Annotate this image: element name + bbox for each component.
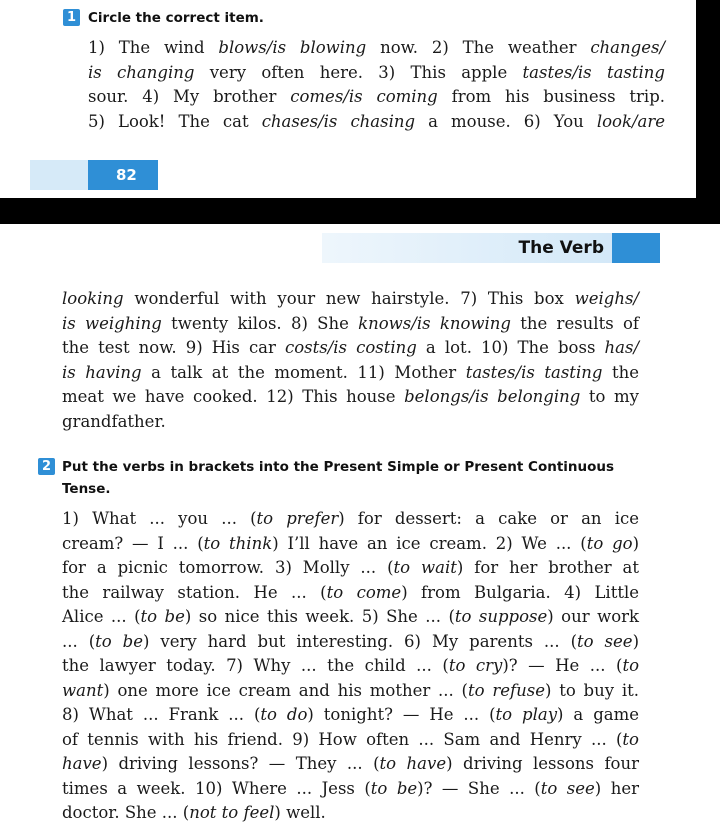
text-line: the railway station. He ... (to come) from Bulgaria. 4) Little bbox=[62, 582, 639, 602]
text-line: looking wonderful with your new hairstyle. 7) This box weighs/ bbox=[62, 289, 639, 308]
text-line: is weighing twenty kilos. 8) She knows/is knowing the results of bbox=[62, 313, 639, 333]
text-line: doctor. She ... (not to feel) well. bbox=[62, 803, 326, 822]
exercise-title: Circle the correct item. bbox=[88, 10, 264, 26]
running-header-title: The Verb bbox=[518, 238, 604, 258]
text-line: meat we have cooked. 12) This house belongs/is belonging to my bbox=[62, 387, 639, 406]
text-line: sour. 4) My brother comes/is coming from his business trip. bbox=[88, 87, 665, 106]
bottom-page bbox=[0, 224, 720, 838]
running-header-block bbox=[612, 233, 660, 263]
text-line: 8) What ... Frank ... (to do) tonight? — He ... (to play) a game bbox=[62, 705, 640, 724]
exercise2-title-line1: Put the verbs in brackets into the Present Simple or Present Continuous bbox=[62, 459, 615, 475]
top-page bbox=[0, 0, 696, 198]
text-line: is having a talk at the moment. 11) Mother tastes/is tasting the bbox=[62, 362, 639, 382]
exercise2-text bbox=[62, 507, 639, 826]
exercise-number-badge: 1 bbox=[63, 9, 80, 26]
exercise2-title-line2: Tense. bbox=[62, 481, 111, 497]
text-line: the lawyer today. 7) Why ... the child ... (to cry)? — He ... (to bbox=[62, 656, 640, 675]
text-line: grandfather. bbox=[62, 411, 166, 431]
page-number-strip bbox=[30, 160, 158, 190]
text-line: 5) Look! The cat chases/is chasing a mouse. 6) You look/are bbox=[88, 111, 666, 131]
page-number-strip-light bbox=[30, 160, 88, 190]
text-line: is changing very often here. 3) This apple tastes/is tasting bbox=[88, 62, 665, 82]
exercise1-text-part1 bbox=[88, 36, 665, 134]
page-number: 82 bbox=[88, 160, 158, 190]
text-line: for a picnic tomorrow. 3) Molly ... (to wait) for her brother at bbox=[62, 558, 639, 577]
text-line: ... (to be) very hard but interesting. 6) My parents ... (to see) bbox=[62, 631, 639, 651]
exercise-number-badge-2: 2 bbox=[38, 458, 55, 475]
text-line: 1) The wind blows/is blowing now. 2) The weather changes/ bbox=[88, 38, 665, 57]
text-line: times a week. 10) Where ... Jess (to be)? — She ... (to see) her bbox=[62, 778, 639, 798]
text-line: Alice ... (to be) so nice this week. 5) She ... (to suppose) our work bbox=[62, 607, 640, 626]
exercise1-text-part2 bbox=[62, 287, 639, 434]
text-line: the test now. 9) His car costs/is costing a lot. 10) The boss has/ bbox=[62, 338, 640, 357]
text-line: have) driving lessons? — They ... (to have) driving lessons four bbox=[62, 754, 640, 773]
text-line: of tennis with his friend. 9) How often ... Sam and Henry ... (to bbox=[62, 729, 639, 749]
running-header bbox=[322, 233, 660, 263]
text-line: cream? — I ... (to think) I’ll have an ice cream. 2) We ... (to go) bbox=[62, 533, 639, 553]
exercise2-title bbox=[62, 456, 652, 500]
text-line: want) one more ice cream and his mother ... (to refuse) to buy it. bbox=[62, 680, 639, 700]
text-line: 1) What ... you ... (to prefer) for dessert: a cake or an ice bbox=[62, 509, 639, 528]
